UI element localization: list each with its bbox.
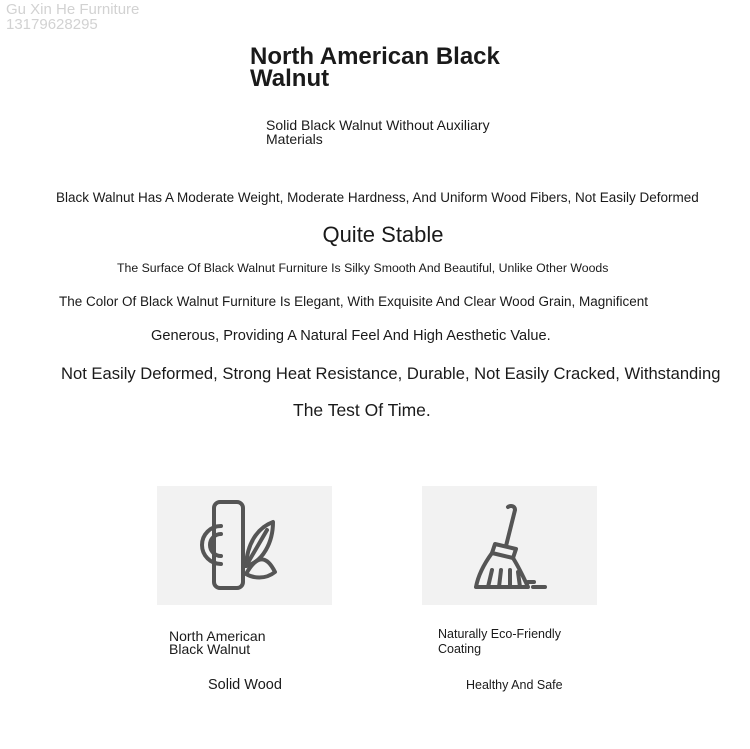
feature-wood-caption: Solid Wood — [208, 677, 282, 693]
feature-card-wood — [157, 486, 332, 605]
wood-log-leaf-icon — [157, 486, 332, 605]
body-line-2: Quite Stable — [322, 222, 444, 247]
page-subtitle: Solid Black Walnut Without Auxiliary Materials — [266, 117, 490, 147]
feature-card-coating — [422, 486, 597, 605]
broom-icon — [422, 486, 597, 605]
watermark — [6, 2, 139, 32]
watermark-company: Gu Xin He Furniture — [6, 1, 140, 18]
body-line-5: Generous, Providing A Natural Feel And High Aesthetic Value. — [151, 328, 551, 344]
body-line-7: The Test Of Time. — [293, 400, 431, 420]
feature-coating-title: Naturally Eco-Friendly Coating — [438, 627, 561, 656]
page-title: North American Black Walnut — [250, 43, 500, 92]
body-line-3: The Surface Of Black Walnut Furniture Is Silky Smooth And Beautiful, Unlike Other Woods — [117, 261, 609, 275]
watermark-phone: 13179628295 — [6, 16, 98, 33]
feature-wood-title: North American Black Walnut — [169, 628, 266, 657]
body-line-6: Not Easily Deformed, Strong Heat Resistance, Durable, Not Easily Cracked, Withstanding — [61, 364, 721, 383]
body-line-1: Black Walnut Has A Moderate Weight, Moderate Hardness, And Uniform Wood Fibers, Not Easily Deformed — [56, 190, 699, 205]
body-line-4: The Color Of Black Walnut Furniture Is Elegant, With Exquisite And Clear Wood Grain, Magnificent — [59, 294, 649, 309]
feature-coating-caption: Healthy And Safe — [466, 678, 563, 692]
